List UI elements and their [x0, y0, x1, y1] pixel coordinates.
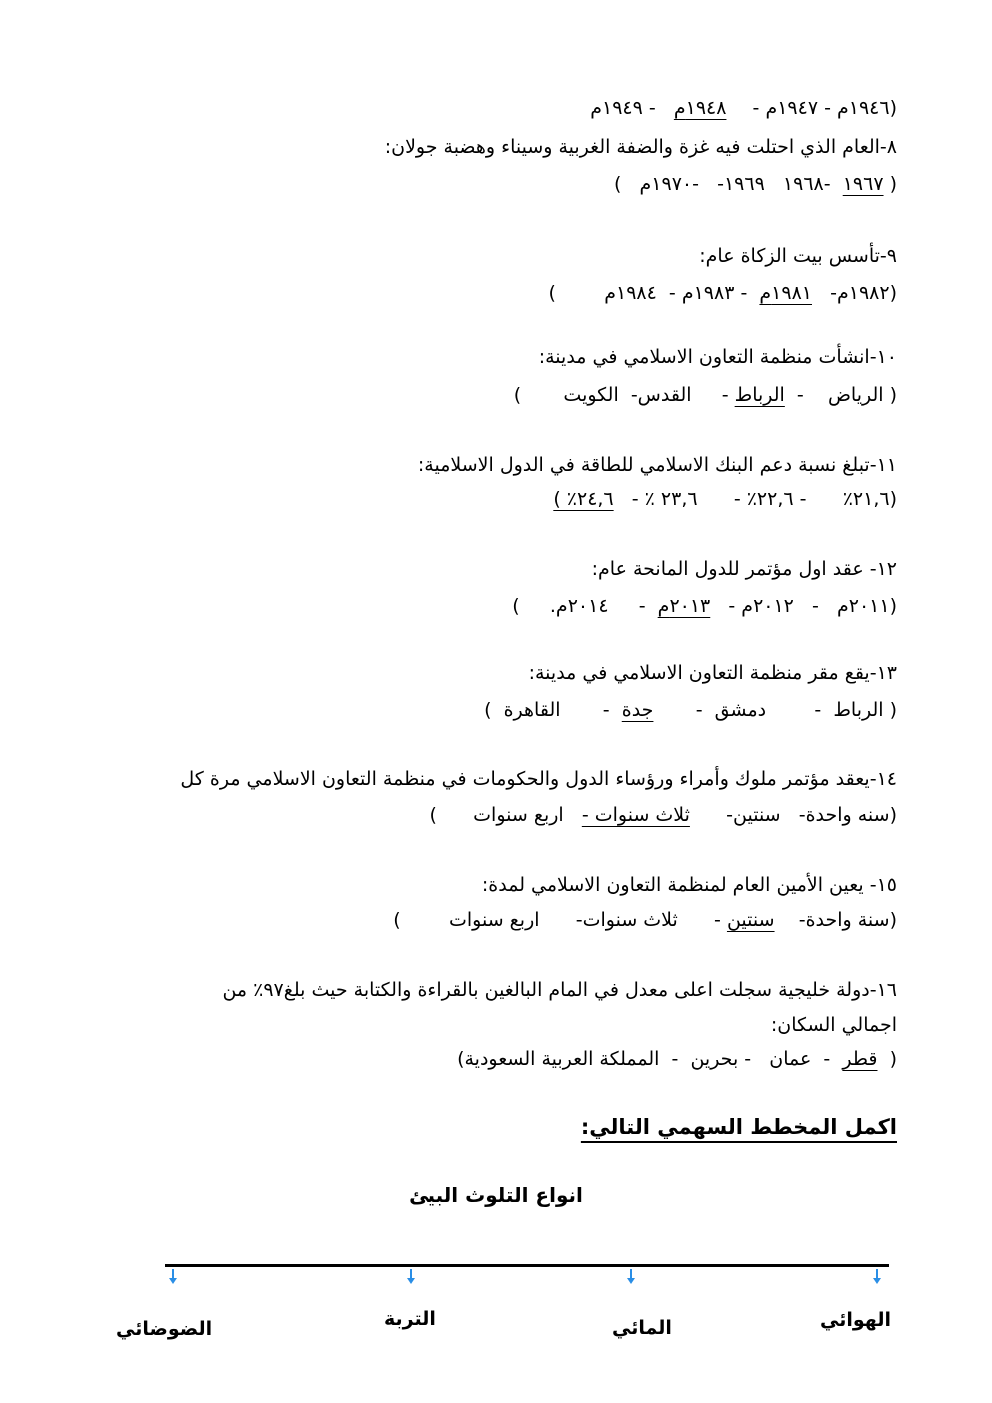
q11-answer: ٢٤,٦٪ )	[553, 488, 614, 510]
branch-water: المائي	[612, 1317, 672, 1339]
q12-answer: ٢٠١٣م	[657, 595, 711, 617]
q13-options: ( الرباط - دمشق - جدة - القاهرة )	[484, 699, 897, 721]
q14-stem: ١٤-يعقد مؤتمر ملوك وأمراء ورؤساء الدول والحكومات في منظمة التعاون الاسلامي مرة كل	[180, 768, 897, 790]
q7-answer: ١٩٤٨م	[673, 97, 727, 119]
diagram-axis-line	[165, 1264, 889, 1267]
q11-options: (٢١,٦٪ - ٢٢,٦٪ - ٢٣,٦ ٪ - ٢٤,٦٪ )	[553, 488, 897, 510]
branch-soil: التربة	[384, 1308, 436, 1330]
q13-answer: جدة	[621, 699, 654, 721]
q10-options: ( الرياض - الرباط - القدس- الكويت )	[513, 384, 897, 406]
branch-noise: الضوضائي	[116, 1318, 213, 1340]
q10-answer: الرباط	[734, 384, 785, 406]
q15-answer: سنتين	[726, 909, 775, 931]
q9-options: (١٩٨٢م- ١٩٨١م - ١٩٨٣م - ١٩٨٤م )	[548, 282, 897, 304]
q16-stem-continued: اجمالي السكان:	[770, 1014, 897, 1036]
q9-answer: ١٩٨١م	[759, 282, 812, 304]
q8-answer: ١٩٦٧	[842, 173, 884, 195]
q8-stem: ٨-العام الذي احتلت فيه غزة والضفة الغربية وسيناء وهضبة جولان:	[384, 136, 897, 158]
q15-options: (سنة واحدة- سنتين - ثلاث سنوات- اربع سنوات )	[393, 909, 897, 931]
q16-stem: ١٦-دولة خليجية سجلت اعلى معدل في المام البالغين بالقراءة والكتابة حيث بلغ٩٧٪ من	[222, 979, 897, 1001]
diagram-title: انواع التلوث البيئ	[409, 1183, 583, 1207]
q11-stem: ١١-تبلغ نسبة دعم البنك الاسلامي للطاقة في الدول الاسلامية:	[417, 454, 897, 476]
q16-answer: قطر	[842, 1048, 878, 1070]
q14-options: (سنه واحدة- سنتين- ثلاث سنوات - اربع سنوات )	[429, 804, 897, 826]
q9-stem: ٩-تأسس بيت الزكاة عام:	[699, 245, 897, 267]
q7-options: (١٩٤٦م - ١٩٤٧م - ١٩٤٨م - ١٩٤٩م	[590, 97, 897, 119]
q8-options: ( ١٩٦٧ -١٩٦٨ ١٩٦٩- -١٩٧٠م )	[614, 173, 897, 195]
q12-stem: ١٢- عقد اول مؤتمر للدول المانحة عام:	[591, 558, 897, 580]
q12-options: (٢٠١١م - ٢٠١٢م - ٢٠١٣م - ٢٠١٤م. )	[512, 595, 897, 617]
q14-answer: ثلاث سنوات -	[581, 804, 690, 826]
section-heading: اكمل المخطط السهمي التالي:	[580, 1115, 897, 1139]
branch-air: الهوائي	[820, 1309, 891, 1331]
q15-stem: ١٥- يعين الأمين العام لمنظمة التعاون الاسلامي لمدة:	[481, 874, 897, 896]
q13-stem: ١٣-يقع مقر منظمة التعاون الاسلامي في مدينة:	[528, 662, 897, 684]
q16-options: ( قطر - عمان - بحرين - المملكة العربية السعودية)	[457, 1048, 897, 1070]
q10-stem: ١٠-انشأت منظمة التعاون الاسلامي في مدينة:	[538, 346, 897, 368]
